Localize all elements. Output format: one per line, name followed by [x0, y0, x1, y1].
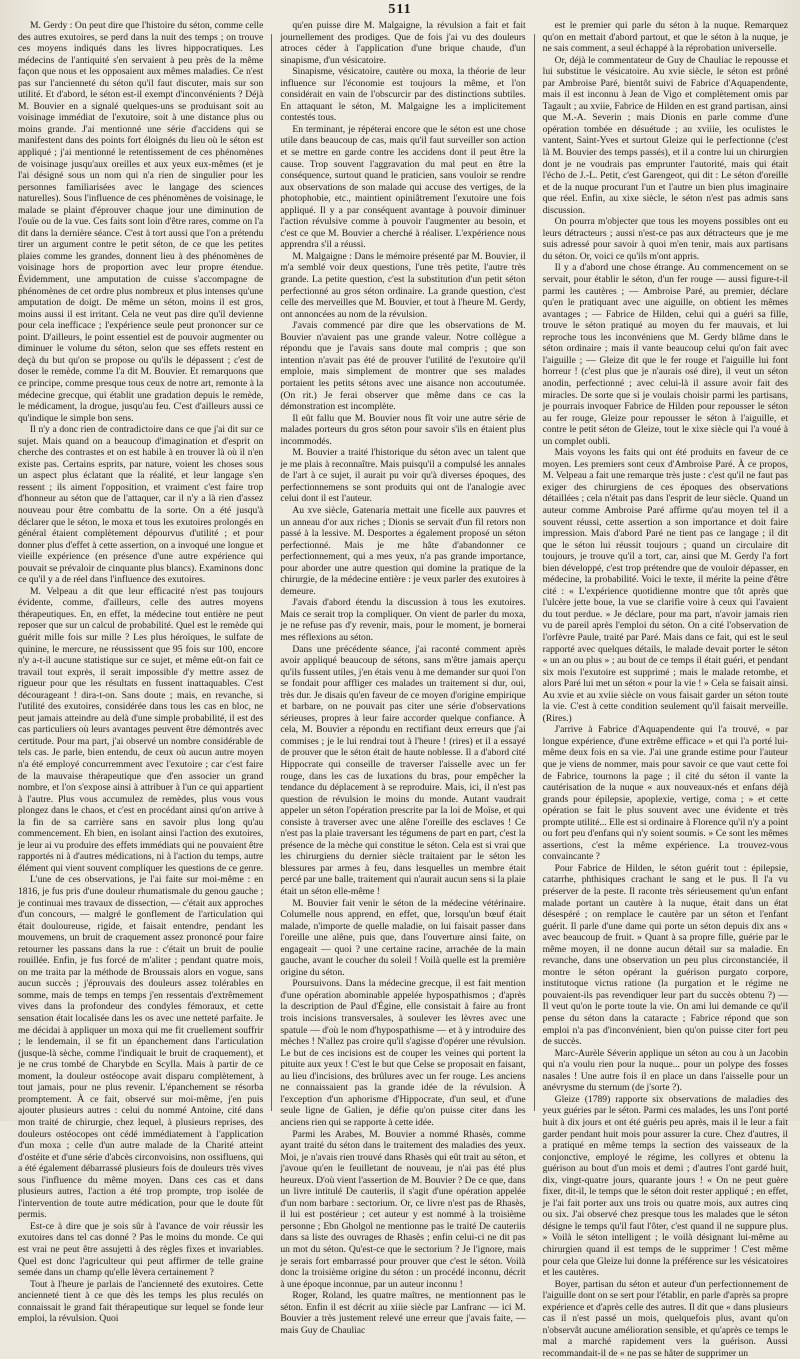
paragraph: Boyer, partisan du séton et auteur d'un perfectionnement de l'aiguille dont on se sert pour l'établir, en parle d'après sa propre expérience et d'après celle des autres. Il dit que « dans plusieurs cas il n'est passé un mois, quelquefois plus, avant qu'on n'observât aucune amélioration sensible, et qu'après ce temps le mal a marché rapidement vers la guérison. Aussi recommandait-il de « ne pas se hâter de supprimer un: [542, 1278, 788, 1359]
paragraph: Marc-Aurèle Séverin applique un séton au cou à un Jacobin qui n'a voulu rien pour la nuque... pour un polype des fosses nasales ! Une autre fois il en place un dans l'aisselle pour un anévrysme du sternum (de j'sorte ?).: [542, 1047, 788, 1094]
paragraph: M. Malgaigne : Dans le mémoire présenté par M. Bouvier, il m'a semblé voir deux questions, l'une très petite, l'autre très grande. La petite question, c'est la substitution d'un petit séton perfectionné au gros séton ordinaire. La grande question, c'est celle des merveilles que M. Bouvier, et tout à l'heure M. Gerdy, ont annoncées au nom de la révulsion.: [280, 250, 526, 320]
column-divider: [534, 34, 535, 1111]
paragraph: est le premier qui parle du séton à la nuque. Remarquez qu'on en mettait d'abord partout, et que le séton à la nuque, je ne sais comment, a seul échappé à la réprobation universelle.: [542, 20, 788, 55]
page-number: 511: [388, 2, 412, 17]
paragraph: En terminant, je répéterai encore que le séton est une chose utile dans beaucoup de cas, mais qu'il faut surveiller son action et se mettre en garde contre les accidens dont il peut être la cause. Trop souvent l'aggravation du mal peut en être la conséquence, surtout quand le praticien, sans vouloir se rendre aux observations de son malade qui accuse des vertiges, de la photophobie, etc., maintient opiniâtrement l'exutoire une fois appliqué. Il y a par conséquent avantage à pouvoir diminuer l'action révulsive comme à pouvoir l'augmenter au besoin, et c'est ce que M. Bouvier a cherché à réaliser. L'expérience nous apprendra s'il a réussi.: [280, 123, 526, 251]
paragraph: J'avais commencé par dire que les observations de M. Bouvier n'avaient pas une grande valeur. Notre collègue a répondu que je l'avais sans doute mal compris ; que son intention n'avait pas été de prouver l'utilité de l'exutoire qu'il emploie, mais simplement de montrer que ses malades portaient les petits sétons avec une aisance non accoutumée. (On rit.) Je ferai observer que même dans ce cas la démonstration est incomplète.: [280, 320, 526, 413]
column-middle: [280, 20, 526, 1336]
paragraph: Poursuivons. Dans la médecine grecque, il est fait mention d'une opération abominable appelée hypospathismos ; d'après la description de Paul d'Égine, elle consistait à faire au front trois incisions transversales, à soulever les lèvres avec une spatule — d'où le nom d'hypospathisme — et à y introduire des mèches ! N'allez pas croire qu'il s'agisse d'opérer une révulsion. Le but de ces incisions est de couper les veines qui portent la pituite aux yeux ! C'est le but que Celse se proposait en faisant, au lieu d'incisions, des brûlures avec un fer rouge. Les anciens ne connaissaient pas la grande idée de la révulsion. À l'exception d'un aphorisme d'Hippocrate, d'un seul, et d'une seule ligne de Galien, je défie qu'on puisse citer dans les anciens rien qui se rapporte à cette idée.: [280, 978, 526, 1128]
paragraph: Roger, Roland, les quatre maîtres, ne mentionnent pas le séton. Enfin il est décrit au xiiie siècle par Lanfranc — ici M. Bouvier a très justement relevé une erreur que j'avais faite, — mais Guy de Chauliac: [280, 1290, 526, 1336]
paragraph: M. Bouvier fait venir le séton de la médecine vétérinaire. Columelle nous apprend, en effet, que, lorsqu'un bœuf était malade, n'importe de quelle maladie, on lui faisait passer dans l'oreille une alêne, puis que, dans l'ouverture ainsi faite, on engageait — quoi ? une certaine racine, arrachée de la main gauche, avant le coucher du soleil ! Voilà quelle est la première origine du séton.: [280, 897, 526, 978]
paragraph: L'une de ces observations, je l'ai faite sur moi-même : en 1816, je fus pris d'une douleur rhumatismale du genou gauche ; je continuai mes travaux de dissection, — c'était aux approches d'un concours, — malgré le gonflement de l'articulation qui était douloureuse, rigide, et faisait entendre, pendant les mouvemens, un bruit de craquement assez prononcé pour faire retourner les passans dans la rue : c'était un bruit de poulie rouillée. Enfin, je fus forcé de m'aliter ; pendant quatre mois, on me traita par la méthode de Broussais alors en vogue, sans aucun succès ; j'éprouvais des douleurs assez tolérables en somme, mais de temps en temps j'en ressentais d'extrêmement vives dans la profondeur des condyles fémoraux, et cette sensation était localisée dans les os avec une netteté parfaite. Je me décidai à appliquer un moxa qui me fit cruellement souffrir ; le lendemain, il se fit un épanchement dans l'articulation (jusque-là sèche, comme l'indiquait le bruit de craquement), et je ne crus tombé de Charybde en Scylla. Mais à partir de ce moment, la douleur ostéocope avait disparu complètement, à tout jamais, pour ne plus revenir. L'épanchement se résorba promptement. À ce fait, observé sur moi-même, j'en puis ajouter plusieurs autres : celui du nommé Antoine, cité dans mon traité de chirurgie, chez lequel, à plusieurs reprises, des douleurs ostéocopes ont cédé immédiatement à l'application d'un moxa ; celle d'un autre malade de la Charité atteint d'ostéite et d'une série d'abcès circonvoisins, non ossifluens, qui a été également débarrassé plusieurs fois de douleurs très vives sous l'influence du même moyen. Dans ces cas et dans plusieurs autres, l'action a été trop prompte, trop isolée de l'intervention de toute autre médication, pour que le doute fût permis.: [18, 874, 264, 1221]
paragraph: M. Bouvier a traité l'historique du séton avec un talent que je me plais à reconnaître. Mais puisqu'il a compulsé les annales de l'art à ce sujet, il aurait pu voir qu'à diverses époques, des perfectionnemens se sont produits qui ont de l'analogie avec celui dont il est l'auteur.: [280, 447, 526, 505]
paragraph: Parmi les Arabes, M. Bouvier a nommé Rhasès, comme ayant traité du séton dans le traitement des maladies des yeux. Moi, je n'avais rien trouvé dans Rhasès qui eût trait au séton, et j'avoue qu'en le feuilletant de nouveau, je n'ai pas été plus heureux. D'où vient l'assertion de M. Bouvier ? De ce que, dans un livre intitulé De cauteriis, il s'agit d'une opération appelée d'un nom barbare : sectorium. Or, ce livre n'est pas de Rhasès, il lui est postérieur ; cet auteur y est nommé à la troisième personne ; Ebn Gholgol ne mentionne pas le traité De cauteriis dans sa liste des ouvrages de Rhasès ; enfin celui-ci ne dit pas un mot du séton. Qu'est-ce que le sectorium ? Je l'ignore, mais je serais fort embarrassé pour prouver que c'est le séton. Voilà donc la troisième origine du séton : un procédé inconnu, décrit à une époque inconnue, par un auteur inconnu !: [280, 1128, 526, 1290]
text-columns: [18, 20, 788, 1359]
paragraph: qu'en puisse dire M. Malgaigne, la révulsion a fait et fait journellement des prodiges. Que de fois j'ai vu des douleurs atroces céder à l'application d'une brique chaude, d'un sinapisme, d'un vésicatoire.: [280, 20, 526, 66]
paragraph: J'avais d'abord étendu la discussion à tous les exutoires. Mais ce serait trop la compliquer. On vient de parler du moxa, je ne refuse pas d'y revenir, mais, pour le moment, je bornerai mes réflexions au séton.: [280, 597, 526, 643]
paragraph: M. Velpeau a dit que leur efficacité n'est pas toujours évidente, comme, d'ailleurs, celle des autres moyens thérapeutiques. En, en effet, la médecine tout entière ne peut reposer que sur un calcul de probabilité. Quel est le remède qui guérit mille fois sur mille ? Les plus héroïques, le sulfate de quinine, le mercure, ne réussissent que 95 fois sur 100, encore n'y a-t-il aucune statistique sur ce sujet, et même eût-on fait ce travail tout exprès, il serait impossible d'y mettre assez de rigueur pour que les résultats en fussent inattaquables. C'est décourageant ! dira-t-on. Sans doute ; mais, en revanche, si l'utilité des exutoires, considérée dans tous les cas en bloc, ne peut jamais atteindre au delà d'une simple probabilité, il est des cas particuliers où leurs avantages peuvent être démontrés avec certitude. Pour ma part, j'ai observé un nombre considérable de tels cas. Je parle, bien entendu, de ceux où aucun autre moyen n'a été employé concurremment avec l'exutoire ; car c'est faire de la mauvaise thérapeutique que d'en associer un grand nombre, et l'on s'expose ainsi à attribuer à l'un ce qui appartient à l'autre. Plus vous accumulez de remèdes, plus vous vous plongez dans le chaos, et c'est en procédant ainsi qu'on arrive à la fin de sa carrière sans en savoir plus long qu'au commencement. Eh bien, en isolant ainsi l'action des exutoires, je leur ai vu produire des effets immédiats qui ne pouvaient être rapportés ni à d'autres médications, ni à l'action du temps, autre élément qui vient souvent compliquer les questions de ce genre.: [18, 585, 264, 874]
paragraph: Tout à l'heure je parlais de l'ancienneté des exutoires. Cette ancienneté tient à ce que dès les temps les plus reculés on connaissait le grand fait thérapeutique sur lequel se fonde leur emploi, la révulsion. Quoi: [18, 1278, 264, 1325]
paragraph: Il eût fallu que M. Bouvier nous fît voir une autre série de malades porteurs du gros séton pour savoir s'ils en étaient plus incommodés.: [280, 412, 526, 447]
column-right: [542, 20, 788, 1359]
paragraph: Au xve siècle, Gatenaria mettait une ficelle aux pauvres et un anneau d'or aux riches ; Dionis se servait d'un fil retors non passé à la lessive. M. Desportes a également proposé un séton perfectionné. Mais je me hâte d'abandonner ce perfectionnement, qui a mes yeux, n'a pas grande importance, pour aborder une autre question qui domine la pratique de la chirurgie, de la médecine entière : je veux parler des exutoires à demeure.: [280, 504, 526, 597]
paragraph: On pourra m'objecter que tous les moyens possibles ont eu leurs détracteurs ; aussi n'est-ce pas aux détracteurs que je me suis adressé pour savoir à quoi m'en tenir, mais aux partisans du séton. Or, voici ce qu'ils m'ont appris.: [542, 216, 788, 262]
paragraph: Dans une précédente séance, j'ai raconté comment après avoir appliqué beaucoup de sétons, sans m'être jamais aperçu qu'ils fussent utiles, j'en étais venu à me demander sur quoi l'on se fondait pour affliger ces malades un traitement si dur, oui, très dur. Je disais qu'en faveur de ce moyen d'origine empirique et barbare, on ne pouvait pas citer une série d'observations sérieuses, propres à leur faire accorder quelque confiance. À cela, M. Bouvier a répondu en rectifiant deux erreurs que j'ai commises ; je le lui rendrai tout à l'heure ! (rires) et il a essayé de prouver que le séton était de haute noblesse. Il a d'abord cité Hippocrate qui conseille de traverser l'aisselle avec un fer rouge, dans les cas de luxations du bras, pour empêcher la tendance du déplacement à se reproduire. Mais, ici, il n'est pas question de révulsion le moins du monde. Autant vaudrait appeler un séton l'opération prescrite par la loi de Moïse, et qui consiste à traverser avec une alêne l'oreille des esclaves ! Ce n'est pas la plaie traversant les tégumens de part en part, c'est la présence de la mèche qui constitue le séton. Cela est si vrai que les chirurgiens du dernier siècle traitaient par le séton les blessures par armes à feu, dans lesquelles un membre était percé par une balle, traitement qui n'aurait aucun sens si la plaie était un séton elle-même !: [280, 643, 526, 898]
paragraph: Gleize (1789) rapporte six observations de maladies des yeux guéries par le séton. Parmi ces malades, les uns l'ont porté huit à dix jours et ont été guéris peu après, mais il le leur a fait garder pendant huit mois pour assurer la cure. Chez d'autres, il a pratiqué en même temps la section des vaisseaux de la conjonctive, employé le régime, les collyres et obtenu la guérison au bout d'un mois et demi ; d'autres l'ont gardé huit, dix, vingt-quatre jours, quarante jours ! « On ne peut guère fixer, dit-il, le temps que le séton doit rester appliqué ; en effet, je l'ai fait porter aux uns trois ou quatre mois, aux autres cinq ou six. J'ai observé chez presque tous les malades que le séton désigne le temps qu'il faut l'ôter, c'est quand il ne suppure plus. » Voilà le séton intelligent ; le voilà désignant lui-même au chirurgien quand il est temps de le supprimer ! C'est même pour cela que Gleize lui donne la préférence sur les vésicatoires et les cautères.: [542, 1093, 788, 1279]
paragraph: Il y a d'abord une chose étrange. Au commencement on se servait, pour établir le séton, d'un fer rouge — aussi figure-t-il parmi les cautères ; — Ambroise Paré, au premier, déclare qu'en le pratiquant avec une aiguille, on obtient les mêmes avantages ; — Fabrice de Hilden, celui qui a guéri sa fille, trouve le séton pratiqué au moyen du fer mauvais, et lui reproche tous les inconvéniens que M. Gerdy blâme dans le séton ordinaire ; mais il vante beaucoup celui qu'on fait avec l'aiguille ; — Gleize dit que le fer rouge et l'aiguille lui font horreur ! (c'est plus que je n'aurais osé dire), il veut un séton anodin, perfectionné ; avec celui-là il assure avoir fait des miracles. De sorte que si je voulais choisir parmi les partisans, je pourrais invoquer Fabrice de Hilden pour repousser le séton au fer rouge, Gleize pour repousser le séton à l'aiguille, et contre le petit séton de Gleize, tout le xixe siècle qui l'a voué à un complet oubli.: [542, 262, 788, 447]
paragraph: Mais voyons les faits qui ont été produits en faveur de ce moyen. Les premiers sont ceux d'Ambroise Paré. À ce propos, M. Velpeau a fait une remarque très juste : c'est qu'il ne faut pas exiger des chirurgiens de ces époques des observations détaillées ; cela n'était pas dans l'esprit de leur siècle. Quand un auteur comme Ambroise Paré affirme qu'au moyen tel il a souvent réussi, cette assertion a son importance et doit faire impression. Mais d'abord Paré ne tient pas ce langage ; il dit que le séton lui réussit toujours ; quand un circulaire dit toujours, je trouve qu'il a tort, car, ainsi que M. Gerdy l'a fort bien développé, c'est trop prétendre que de vouloir dépasser, en médecine, la probabilité. Voici le texte, il mérite la peine d'être cité : « L'expérience quotidienne montre que tôt après que l'ulcère jette boue, la vue se clarifie voire à ceux qui l'avaient du tout perdue. » Je déclare, pour ma part, n'avoir jamais rien vu de pareil après l'emploi du séton. On a cité l'observation de l'orfèvre Paule, traité par Paré. Mais dans ce fait, qui est le seul rapporté avec quelques détails, le malade devait porter le séton « un an ou plus » ; au bout de ce temps il était guéri, et pendant six mois l'exutoire est supprimé ; mais le malade retombe, et alors Paré lui met un séton « pour la vie ! » Cela se faisait ainsi. Au xvie et au xviie siècle on vous faisait garder un séton toute la vie. C'est à cette condition seulement qu'il faisait merveille. (Rires.): [542, 447, 788, 724]
paragraph: M. Gerdy : On peut dire que l'histoire du séton, comme celle des autres exutoires, se perd dans la nuit des temps ; on trouve ces moyens indiqués dans les livres hippocratiques. Les médecins de l'antiquité s'en servaient à peu près de la même façon que nous et les opposaient aux mêmes maladies. Ce n'est pas sur l'ancienneté du séton qu'il faut discuter, mais sur son utilité. Et d'abord, le séton est-il exempt d'inconvénients ? Déjà M. Bouvier en a signalé quelques-uns se produisant soit au voisinage immédiat de l'exutoire, soit à une distance plus ou moins grande. J'ai mentionné une série d'accidens qui se manifestent dans des points fort éloignés du lieu où le séton est appliqué ; j'ai mentionné le retentissement de ces phénomènes de voisinage jusqu'aux oreilles et aux yeux eux-mêmes (et je l'ai désigné sous un nom qui n'a rien de singulier pour les personnes familiarisées avec le langage des sciences naturelles). Sous l'influence de ces phénomènes de voisinage, le malade se plaint d'éprouver chaque jour une diminution de l'ouïe ou de la vue. Ces faits sont loin d'être rares, comme on l'a dit dans la dernière séance. C'est à tort aussi que l'on a prétendu tirer un argument contre le petit séton, de ce que les petites plaies comme les grandes, donnent lieu à des phénomènes de voisinage hors de proportion avec leur propre étendue. Évidemment, une amputation de cuisse s'accompagne de phénomènes de cet ordre plus nombreux et plus intenses qu'une amputation de doigt. De même un séton, moins il est gros, moins aussi il est irritant. Cela ne veut pas dire qu'il devienne pour cela inefficace ; l'expérience seule peut prononcer sur ce point. D'ailleurs, le point essentiel est de pouvoir augmenter ou diminuer le volume du séton, selon que ses effets restent en deçà du but qu'on se propose ou qu'ils le dépassent ; c'est de doser le remède, comme l'a dit M. Bouvier. Et remarquons que ce principe, comme presque tous ceux de notre art, remonte à la médecine grecque, qui établit une gradation depuis le remède, le médicament, la drogue, jusqu'au feu. C'est d'ailleurs aussi ce qu'indique le simple bon sens.: [18, 20, 264, 424]
paragraph: Or, déjà le commentateur de Guy de Chauliac le repousse et lui substitue le vésicatoire. Au xvie siècle, le séton est prôné par Ambroise Paré, bientôt suivi de Fabrice d'Aquapendente, mais il est inconnu à Jean de Vigo et complètement omis par Tagault ; au xviie, Fabrice de Hilden en est grand partisan, ainsi que M.-A. Severin ; mais Dionis en parle comme d'une opération tombée en désuétude ; au xviiie, les oculistes le vantent, Saint-Yves et surtout Gleize qui le perfectionne (c'est là M. Bouvier des temps passés), et il a contre lui un chirurgien dont je ne voudrais pas emprunter l'autorité, mais qui était l'écho de J.-L. Petit, c'est Garengeot, qui dit : Le séton d'oreille et de la nuque procurant l'un et l'autre un bien plus imaginaire que réel. Enfin, au xixe siècle, le séton n'est pas admis sans discussion.: [542, 54, 788, 216]
paragraph: Sinapisme, vésicatoire, cautère ou moxa, la théorie de leur influence sur l'économie est toujours la même, et l'on considérait en vain de l'obscurcir par des distinctions subtiles. En attaquant le séton, M. Malgaigne les a implicitement contestés tous.: [280, 66, 526, 124]
column-left: [18, 20, 264, 1325]
paragraph: Est-ce à dire que je sois sûr à l'avance de voir réussir les exutoires dans tel cas donné ? Pas le moins du monde. Ce qui est vrai ne peut être assujetti à des règles fixes et invariables. Quel est donc l'agriculteur qui peut affirmer de telle graine semée dans un champ qu'elle lèvera certainement ?: [18, 1220, 264, 1279]
column-divider: [271, 34, 272, 1111]
paragraph: J'arrive à Fabrice d'Aquapendente qui l'a trouvé, « par longue expérience, d'une extrême efficace » et qui l'a porté lui-même deux fois en sa vie. J'ai une grande estime pour l'auteur que je viens de nommer, mais pour savoir ce que vaut cette foi de Fabrice, tournons la page ; il cité du séton il vante la cautérisation de la nuque « aux nouveaux-nés et enfans déjà grands pour épilepsie, apoplexie, vertige, coma ; » et cette opération se fait le plus souvent avec une évidente et très prompte utilité... Elle est si ordinaire à Florence qu'il n'y a point ou fort peu d'enfans qui n'y soient soumis. » Ce sont les mêmes assertions, c'est la même expérience. La trouvez-vous convaincante ?: [542, 724, 788, 863]
paragraph: Pour Fabrice de Hilden, le séton guérit tout : épilepsie, catarrhe, phthisiques crachant le sang et le pus. Il l'a vu préserver de la peste. Il raconte très sérieusement qu'un enfant malade portant un cautère à la nuque, était dans un état désespéré ; on remplace le cautère par un séton et l'enfant guérit. Il parle d'une dame qui porte un séton depuis dix ans « avec beaucoup de fruit. » Quant à sa propre fille, guérie par le même moyen, il ne donne aucun détail sur sa maladie. En revanche, dans une observation un peu plus circonstanciée, il montre le séton opérant la guérison purgato corpore, institutoque victus ratione (la purgation et le régime ne pouvaient-ils pas revendiquer leur part du succès obtenu ?) — Il veut qu'on le porte toute la vie. On ami lui demande ce qu'il pense du séton dans la cataracte ; Fabrice répond que son emploi n'a pas d'inconvénient, bien qu'on puisse citer fort peu de succès.: [542, 862, 788, 1048]
paragraph: Il n'y a donc rien de contradictoire dans ce que j'ai dit sur ce sujet. Mais quand on a beaucoup d'imagination et d'esprit on cherche des contrastes et on est habile à en trouver là où il n'en existe pas. Certains esprits, par nature, voient les choses sous un aspect plus éclatant que la réalité, et leur langage s'en ressent ; ils aiment l'opposition, et vraiment c'est faire trop d'honneur au séton que de l'attaquer, car il n'y a là rien d'assez nouveau pour être combattu de la sorte. On a été jusqu'à déclarer que le séton, le moxa et tous les exutoires prolongés en général étaient complètement dépourvus d'utilité ; et pour donner plus d'effet à cette assertion, on a invoqué une longue et vieille expérience (en présence d'une autre expérience qui pouvait se prévaloir de cinquante plus blancs). Examinons donc ce qu'il y a de réel dans l'influence des exutoires.: [18, 424, 264, 586]
